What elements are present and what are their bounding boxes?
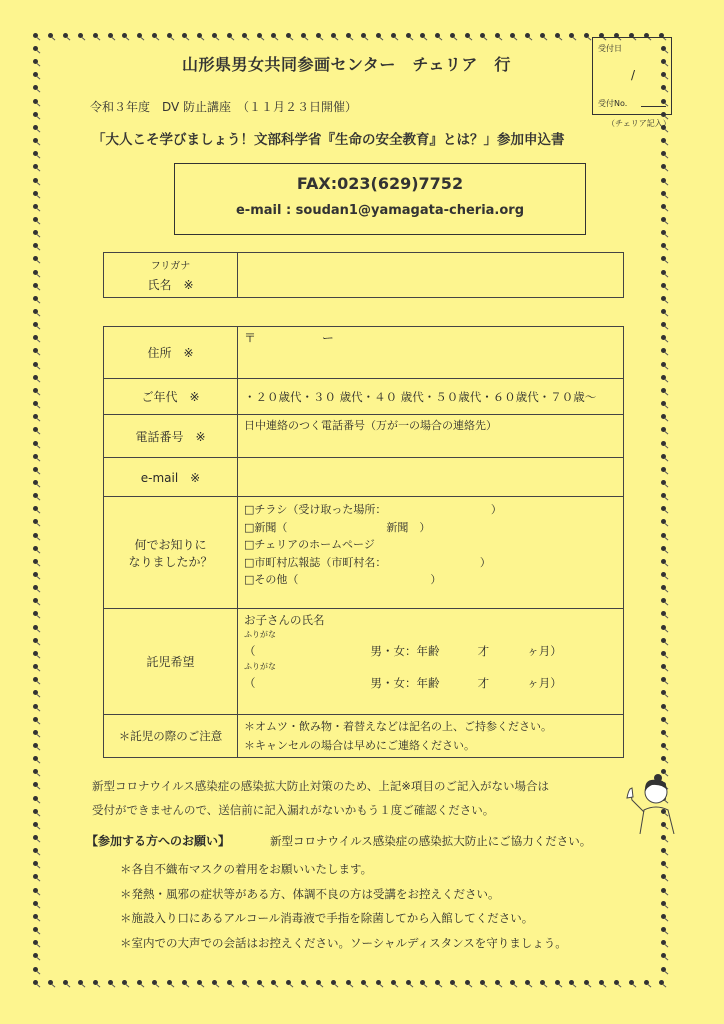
border-dot [257, 980, 262, 985]
email-field[interactable] [238, 458, 624, 497]
childcare-notes-label: ＊託児の際のご注意 [104, 715, 238, 758]
border-dot [33, 480, 38, 485]
border-dot [182, 33, 187, 38]
request-item: ＊室内での大声での会話はお控えください。ソーシャルディスタンスを守りましょう。 [120, 935, 567, 950]
border-dot [33, 85, 38, 90]
border-dot [33, 388, 38, 393]
border-dot [661, 743, 666, 748]
border-dot [661, 625, 666, 630]
border-dot [661, 585, 666, 590]
border-dot [33, 585, 38, 590]
border-dot [661, 717, 666, 722]
border-dot [33, 283, 38, 288]
border-dot [33, 99, 38, 104]
border-dot [450, 33, 455, 38]
reception-note: （チェリア記入） [607, 119, 671, 128]
name-field[interactable] [238, 253, 624, 298]
childcare-notes [238, 715, 624, 758]
border-dot [661, 467, 666, 472]
border-dot [661, 519, 666, 524]
border-dot [301, 33, 306, 38]
border-dot [33, 927, 38, 932]
border-dot [63, 33, 68, 38]
reception-number-label: 受付No. [598, 99, 628, 108]
name-label: 氏名 ※ [147, 278, 194, 292]
border-dot [33, 677, 38, 682]
border-dot [661, 756, 666, 761]
border-dot [33, 782, 38, 787]
email-row [104, 458, 624, 497]
border-dot [316, 980, 321, 985]
border-dot [391, 33, 396, 38]
border-dot [525, 33, 530, 38]
border-dot [33, 467, 38, 472]
border-dot [661, 953, 666, 958]
address-field[interactable] [238, 327, 624, 379]
border-dot [271, 33, 276, 38]
border-dot [152, 33, 157, 38]
child-furigana-1: ふりがな [244, 630, 276, 639]
border-dot [33, 664, 38, 669]
border-dot [33, 256, 38, 261]
postal-dash: ー [321, 331, 334, 345]
child-name-label: お子さんの氏名 [244, 613, 325, 627]
border-dot [93, 33, 98, 38]
border-dot [33, 611, 38, 616]
border-dot [406, 980, 411, 985]
fax-number: FAX:023(629)7752 [296, 174, 464, 193]
border-dot [555, 33, 560, 38]
border-dot [33, 901, 38, 906]
border-dot [63, 980, 68, 985]
postal-mark: 〒 [244, 331, 257, 345]
age-options[interactable]: ・２０歳代・３０ 歳代・４０ 歳代・５０歳代・６０歳代・７０歳～ [238, 379, 624, 415]
border-dot [33, 493, 38, 498]
border-dot [33, 940, 38, 945]
border-dot [33, 888, 38, 893]
border-dot [661, 967, 666, 972]
border-dot [465, 980, 470, 985]
border-dot [33, 401, 38, 406]
border-dot [167, 980, 172, 985]
border-dot [33, 151, 38, 156]
border-dot [33, 533, 38, 538]
border-dot [286, 33, 291, 38]
source-option-municipal[interactable]: □市町村広報誌（市町村名： ） [244, 555, 491, 569]
border-dot [33, 690, 38, 695]
border-dot [346, 980, 351, 985]
border-dot [661, 506, 666, 511]
border-dot [661, 533, 666, 538]
border-dot [661, 256, 666, 261]
border-dot [420, 980, 425, 985]
border-dot [242, 33, 247, 38]
border-dot [48, 33, 53, 38]
border-dot [33, 270, 38, 275]
border-dot [33, 112, 38, 117]
border-dot [33, 33, 38, 38]
border-dot [495, 33, 500, 38]
border-dot [525, 980, 530, 985]
border-dot [257, 33, 262, 38]
event-subtitle: 令和３年度 DV 防止講座 （１１月２３日開催） [90, 100, 358, 114]
border-dot [661, 441, 666, 446]
border-dot [33, 953, 38, 958]
border-dot [661, 493, 666, 498]
border-dot [376, 980, 381, 985]
border-dot [661, 927, 666, 932]
page-title: 山形県男女共同参画センター チェリア 行 [182, 55, 511, 74]
border-dot [33, 335, 38, 340]
childcare-notes-row [104, 715, 624, 758]
border-dot [33, 296, 38, 301]
border-dot [661, 204, 666, 209]
source-label [104, 497, 238, 609]
border-dot [197, 980, 202, 985]
border-dot [33, 125, 38, 130]
source-label-line1: 何でお知りに [134, 537, 207, 552]
reception-date-label: 受付日 [598, 44, 622, 53]
border-dot [33, 822, 38, 827]
address-label: 住所 ※ [104, 327, 238, 379]
border-dot [33, 638, 38, 643]
border-dot [661, 914, 666, 919]
source-row [104, 497, 624, 609]
border-dot [661, 704, 666, 709]
border-dot [661, 611, 666, 616]
border-dot [599, 980, 604, 985]
contact-email[interactable]: e-mail : soudan1@yamagata-cheria.org [235, 203, 525, 218]
border-dot [661, 480, 666, 485]
border-dot [569, 980, 574, 985]
border-dot [661, 901, 666, 906]
border-dot [78, 980, 83, 985]
border-dot [555, 980, 560, 985]
border-dot [661, 138, 666, 143]
border-dot [510, 33, 515, 38]
border-dot [33, 967, 38, 972]
border-dot [78, 33, 83, 38]
border-dot [661, 690, 666, 695]
border-dot [661, 178, 666, 183]
border-dot [301, 980, 306, 985]
border-dot [286, 980, 291, 985]
border-dot [661, 309, 666, 314]
request-item: ＊発熱・風邪の症状等がある方、体調不良の方は受講をお控えください。 [120, 886, 500, 901]
border-dot [33, 835, 38, 840]
border-dot [584, 33, 589, 38]
child-furigana-2: ふりがな [244, 662, 276, 671]
border-dot [661, 546, 666, 551]
border-dot [661, 335, 666, 340]
border-dot [316, 33, 321, 38]
border-dot [661, 217, 666, 222]
source-option-other[interactable]: □その他（ ） [244, 573, 442, 586]
covid-notice [92, 774, 549, 822]
border-dot [495, 980, 500, 985]
border-dot [661, 348, 666, 353]
age-row [104, 379, 624, 415]
border-dot [661, 888, 666, 893]
border-dot [661, 270, 666, 275]
border-dot [661, 664, 666, 669]
border-dot [661, 283, 666, 288]
border-dot [33, 914, 38, 919]
border-dot [33, 743, 38, 748]
border-dot [33, 704, 38, 709]
contact-box [174, 163, 586, 235]
border-dot [435, 33, 440, 38]
source-option-flyer[interactable]: □チラシ（受け取った場所： ） [244, 503, 502, 516]
border-dot [661, 322, 666, 327]
border-dot [33, 506, 38, 511]
border-dot [33, 322, 38, 327]
childcare-field [238, 609, 624, 715]
border-dot [212, 33, 217, 38]
border-dot [661, 940, 666, 945]
phone-row [104, 415, 624, 458]
border-dot [33, 243, 38, 248]
border-dot [33, 348, 38, 353]
border-dot [33, 375, 38, 380]
border-dot [33, 717, 38, 722]
border-dot [122, 33, 127, 38]
request-item: ＊各自不織布マスクの着用をお願いいたします。 [120, 862, 373, 876]
border-dot [540, 33, 545, 38]
border-dot [629, 980, 634, 985]
woman-pointing-icon [622, 770, 678, 838]
border-dot [33, 414, 38, 419]
border-dot [361, 980, 366, 985]
email-label: e-mail ※ [104, 458, 238, 497]
name-label-cell [104, 253, 238, 298]
reception-date-separator: / [631, 68, 636, 82]
border-dot [661, 414, 666, 419]
age-label: ご年代 ※ [104, 379, 238, 415]
childcare-note-1: ＊オムツ・飲み物・着替えなどは記名の上、ご持参ください。 [244, 720, 552, 733]
border-dot [331, 980, 336, 985]
border-dot [152, 980, 157, 985]
border-dot [661, 151, 666, 156]
border-dot [465, 33, 470, 38]
border-dot [33, 559, 38, 564]
border-dot [197, 33, 202, 38]
border-dot [391, 980, 396, 985]
covid-notice-line2: 受付ができませんので、送信前に記入漏れがないかもう１度ご確認ください。 [92, 803, 495, 817]
border-dot [33, 427, 38, 432]
border-dot [659, 980, 664, 985]
source-option-newspaper[interactable]: □新聞（ 新聞 ） [244, 520, 431, 534]
border-dot [33, 756, 38, 761]
name-table [103, 252, 624, 298]
border-dot [361, 33, 366, 38]
border-dot [569, 33, 574, 38]
phone-field[interactable]: 日中連絡のつく電話番号（万が一の場合の連絡先） [238, 415, 624, 458]
border-dot [212, 980, 217, 985]
border-dot [661, 164, 666, 169]
border-dot [33, 230, 38, 235]
border-dot [435, 980, 440, 985]
border-dot [661, 427, 666, 432]
border-dot [33, 730, 38, 735]
border-dot [661, 191, 666, 196]
border-dot [661, 243, 666, 248]
name-row [104, 253, 624, 298]
border-dot [33, 796, 38, 801]
border-dot [644, 980, 649, 985]
border-dot [122, 980, 127, 985]
border-dot [661, 848, 666, 853]
border-dot [33, 441, 38, 446]
requests-title: 【参加する方へのお願い】 [86, 834, 231, 848]
reception-number-field [641, 106, 666, 107]
source-option-homepage[interactable]: □チェリアのホームページ [244, 538, 375, 551]
border-dot [33, 519, 38, 524]
border-dot [661, 559, 666, 564]
border-dot [227, 33, 232, 38]
child-entry-2[interactable]: （ 男・女：年齢 才 ヶ月） [244, 676, 562, 690]
form-heading: 「大人こそ学びましょう！文部科学省『生命の安全教育』とは？」参加申込書 [92, 132, 565, 148]
phone-label: 電話番号 ※ [104, 415, 238, 458]
border-dot [33, 59, 38, 64]
covid-notice-line1: 新型コロナウイルス感染症の感染拡大防止対策のため、上記※項目のご記入がない場合は [92, 779, 549, 793]
border-dot [661, 388, 666, 393]
border-dot [48, 980, 53, 985]
application-table [103, 326, 624, 758]
border-dot [661, 375, 666, 380]
border-dot [137, 980, 142, 985]
border-dot [661, 874, 666, 879]
border-dot [480, 980, 485, 985]
border-dot [33, 848, 38, 853]
border-dot [167, 33, 172, 38]
border-dot [33, 309, 38, 314]
border-dot [406, 33, 411, 38]
border-dot [93, 980, 98, 985]
border-dot [33, 809, 38, 814]
border-dot [540, 980, 545, 985]
address-row [104, 327, 624, 379]
border-dot [33, 191, 38, 196]
requests-subtitle: 新型コロナウイルス感染症の感染拡大防止にご協力ください。 [270, 834, 592, 848]
border-dot [661, 296, 666, 301]
source-options [238, 497, 624, 609]
border-dot [584, 980, 589, 985]
border-dot [33, 164, 38, 169]
border-dot [182, 980, 187, 985]
border-dot [510, 980, 515, 985]
border-dot [33, 980, 38, 985]
border-dot [33, 454, 38, 459]
border-dot [108, 33, 113, 38]
border-dot [33, 651, 38, 656]
border-dot [331, 33, 336, 38]
source-label-line2: なりましたか？ [128, 554, 213, 569]
border-dot [33, 769, 38, 774]
border-dot [661, 861, 666, 866]
border-dot [33, 138, 38, 143]
border-dot [661, 572, 666, 577]
border-dot [271, 980, 276, 985]
border-dot [480, 33, 485, 38]
border-dot [242, 980, 247, 985]
border-dot [614, 980, 619, 985]
border-dot [346, 33, 351, 38]
request-item: ＊施設入り口にあるアルコール消毒液で手指を除菌してから入館してください。 [120, 911, 534, 925]
border-dot [661, 730, 666, 735]
reception-box [592, 37, 672, 115]
border-dot [33, 546, 38, 551]
border-dot [33, 204, 38, 209]
border-dot [376, 33, 381, 38]
childcare-row [104, 609, 624, 715]
border-dot [420, 33, 425, 38]
border-dot [661, 651, 666, 656]
border-dot [33, 598, 38, 603]
childcare-note-2: ＊キャンセルの場合は早めにご連絡ください。 [244, 739, 475, 752]
border-dot [108, 980, 113, 985]
border-dot [33, 362, 38, 367]
furigana-label: フリガナ [150, 261, 191, 272]
border-dot [450, 980, 455, 985]
requests-list [120, 857, 567, 955]
child-entry-1[interactable]: （ 男・女：年齢 才 ヶ月） [244, 644, 562, 658]
border-dot [661, 401, 666, 406]
border-dot [33, 874, 38, 879]
border-dot [33, 46, 38, 51]
border-dot [661, 638, 666, 643]
border-dot [661, 362, 666, 367]
border-dot [33, 861, 38, 866]
border-dot [33, 572, 38, 577]
border-dot [661, 454, 666, 459]
border-dot [227, 980, 232, 985]
childcare-label: 託児希望 [104, 609, 238, 715]
border-dot [661, 230, 666, 235]
border-dot [137, 33, 142, 38]
border-dot [33, 217, 38, 222]
border-dot [661, 598, 666, 603]
border-dot [661, 677, 666, 682]
border-dot [33, 72, 38, 77]
border-dot [33, 178, 38, 183]
border-dot [33, 625, 38, 630]
